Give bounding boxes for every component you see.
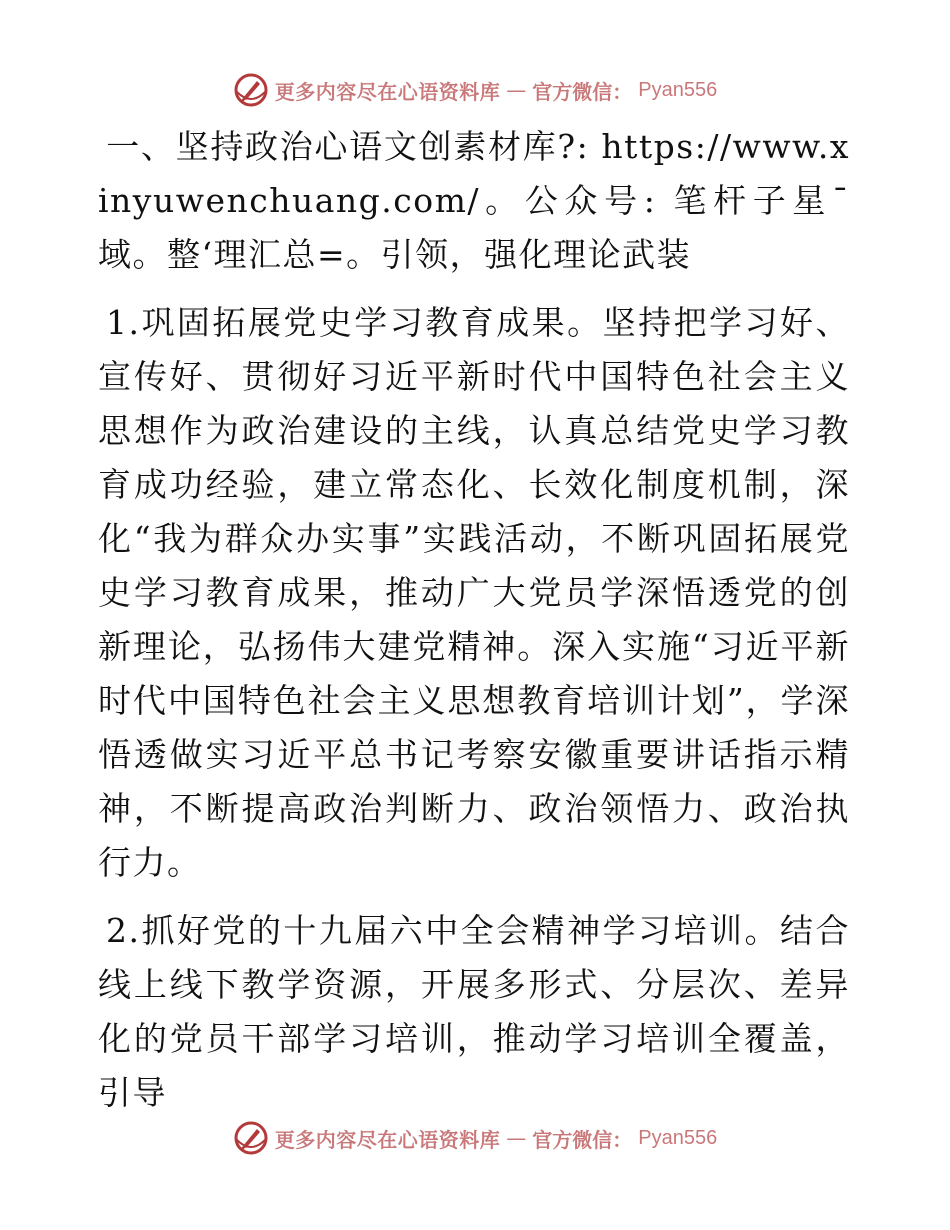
- watermark-label: 官方微信：: [532, 1127, 633, 1152]
- paragraph-2-text: 2.抓好党的十九届六中全会精神学习培训。结合线上线下教学资源，开展多形式、分层次、差异化的党员干部学习培训，推动学习培训全覆盖，引导: [98, 911, 850, 1112]
- section-heading: [98, 120, 850, 282]
- watermark-banner-top: [0, 70, 950, 110]
- watermark-label: 官方微信：: [532, 79, 633, 104]
- watermark-id: Pyan556: [638, 1126, 718, 1149]
- paragraph-1-text: 1.巩固拓展党史学习教育成果。坚持把学习好、宣传好、贯彻好习近平新时代中国特色社会主义思想作为政治建设的主线，认真总结党史学习教育成功经验，建立常态化、长效化制度机制，深化“我为群众办实事”实践活动，不断巩固拓展党史学习教育成果，推动广大党员学深悟透党的创新理论，弘扬伟大建党精神。深入实施“习近平新时代中国特色社会主义思想教育培训计划”，学深悟透做实习近平总书记考察安徽重要讲话指示精神，不断提高政治判断力、政治领悟力、政治执行力。: [98, 303, 850, 882]
- paragraph-2: [98, 904, 850, 1120]
- watermark-dash: —: [506, 78, 527, 102]
- section-heading-text: 一、坚持政治心语文创素材库?: https://www.xinyuwenchuang.com/。公众号: 笔杆子星¯域。整‘理汇总=。引领，强化理论武装: [98, 127, 850, 274]
- watermark-dash: —: [506, 1126, 527, 1150]
- paragraph-1: [98, 296, 850, 890]
- watermark-text: 更多内容尽在心语资料库: [274, 79, 501, 104]
- quill-pen-logo-icon: [233, 1120, 269, 1156]
- document-body: [98, 120, 850, 1120]
- watermark-id: Pyan556: [638, 78, 718, 101]
- watermark-text: 更多内容尽在心语资料库: [274, 1127, 501, 1152]
- watermark-banner-bottom: [0, 1118, 950, 1158]
- quill-pen-logo-icon: [233, 72, 269, 108]
